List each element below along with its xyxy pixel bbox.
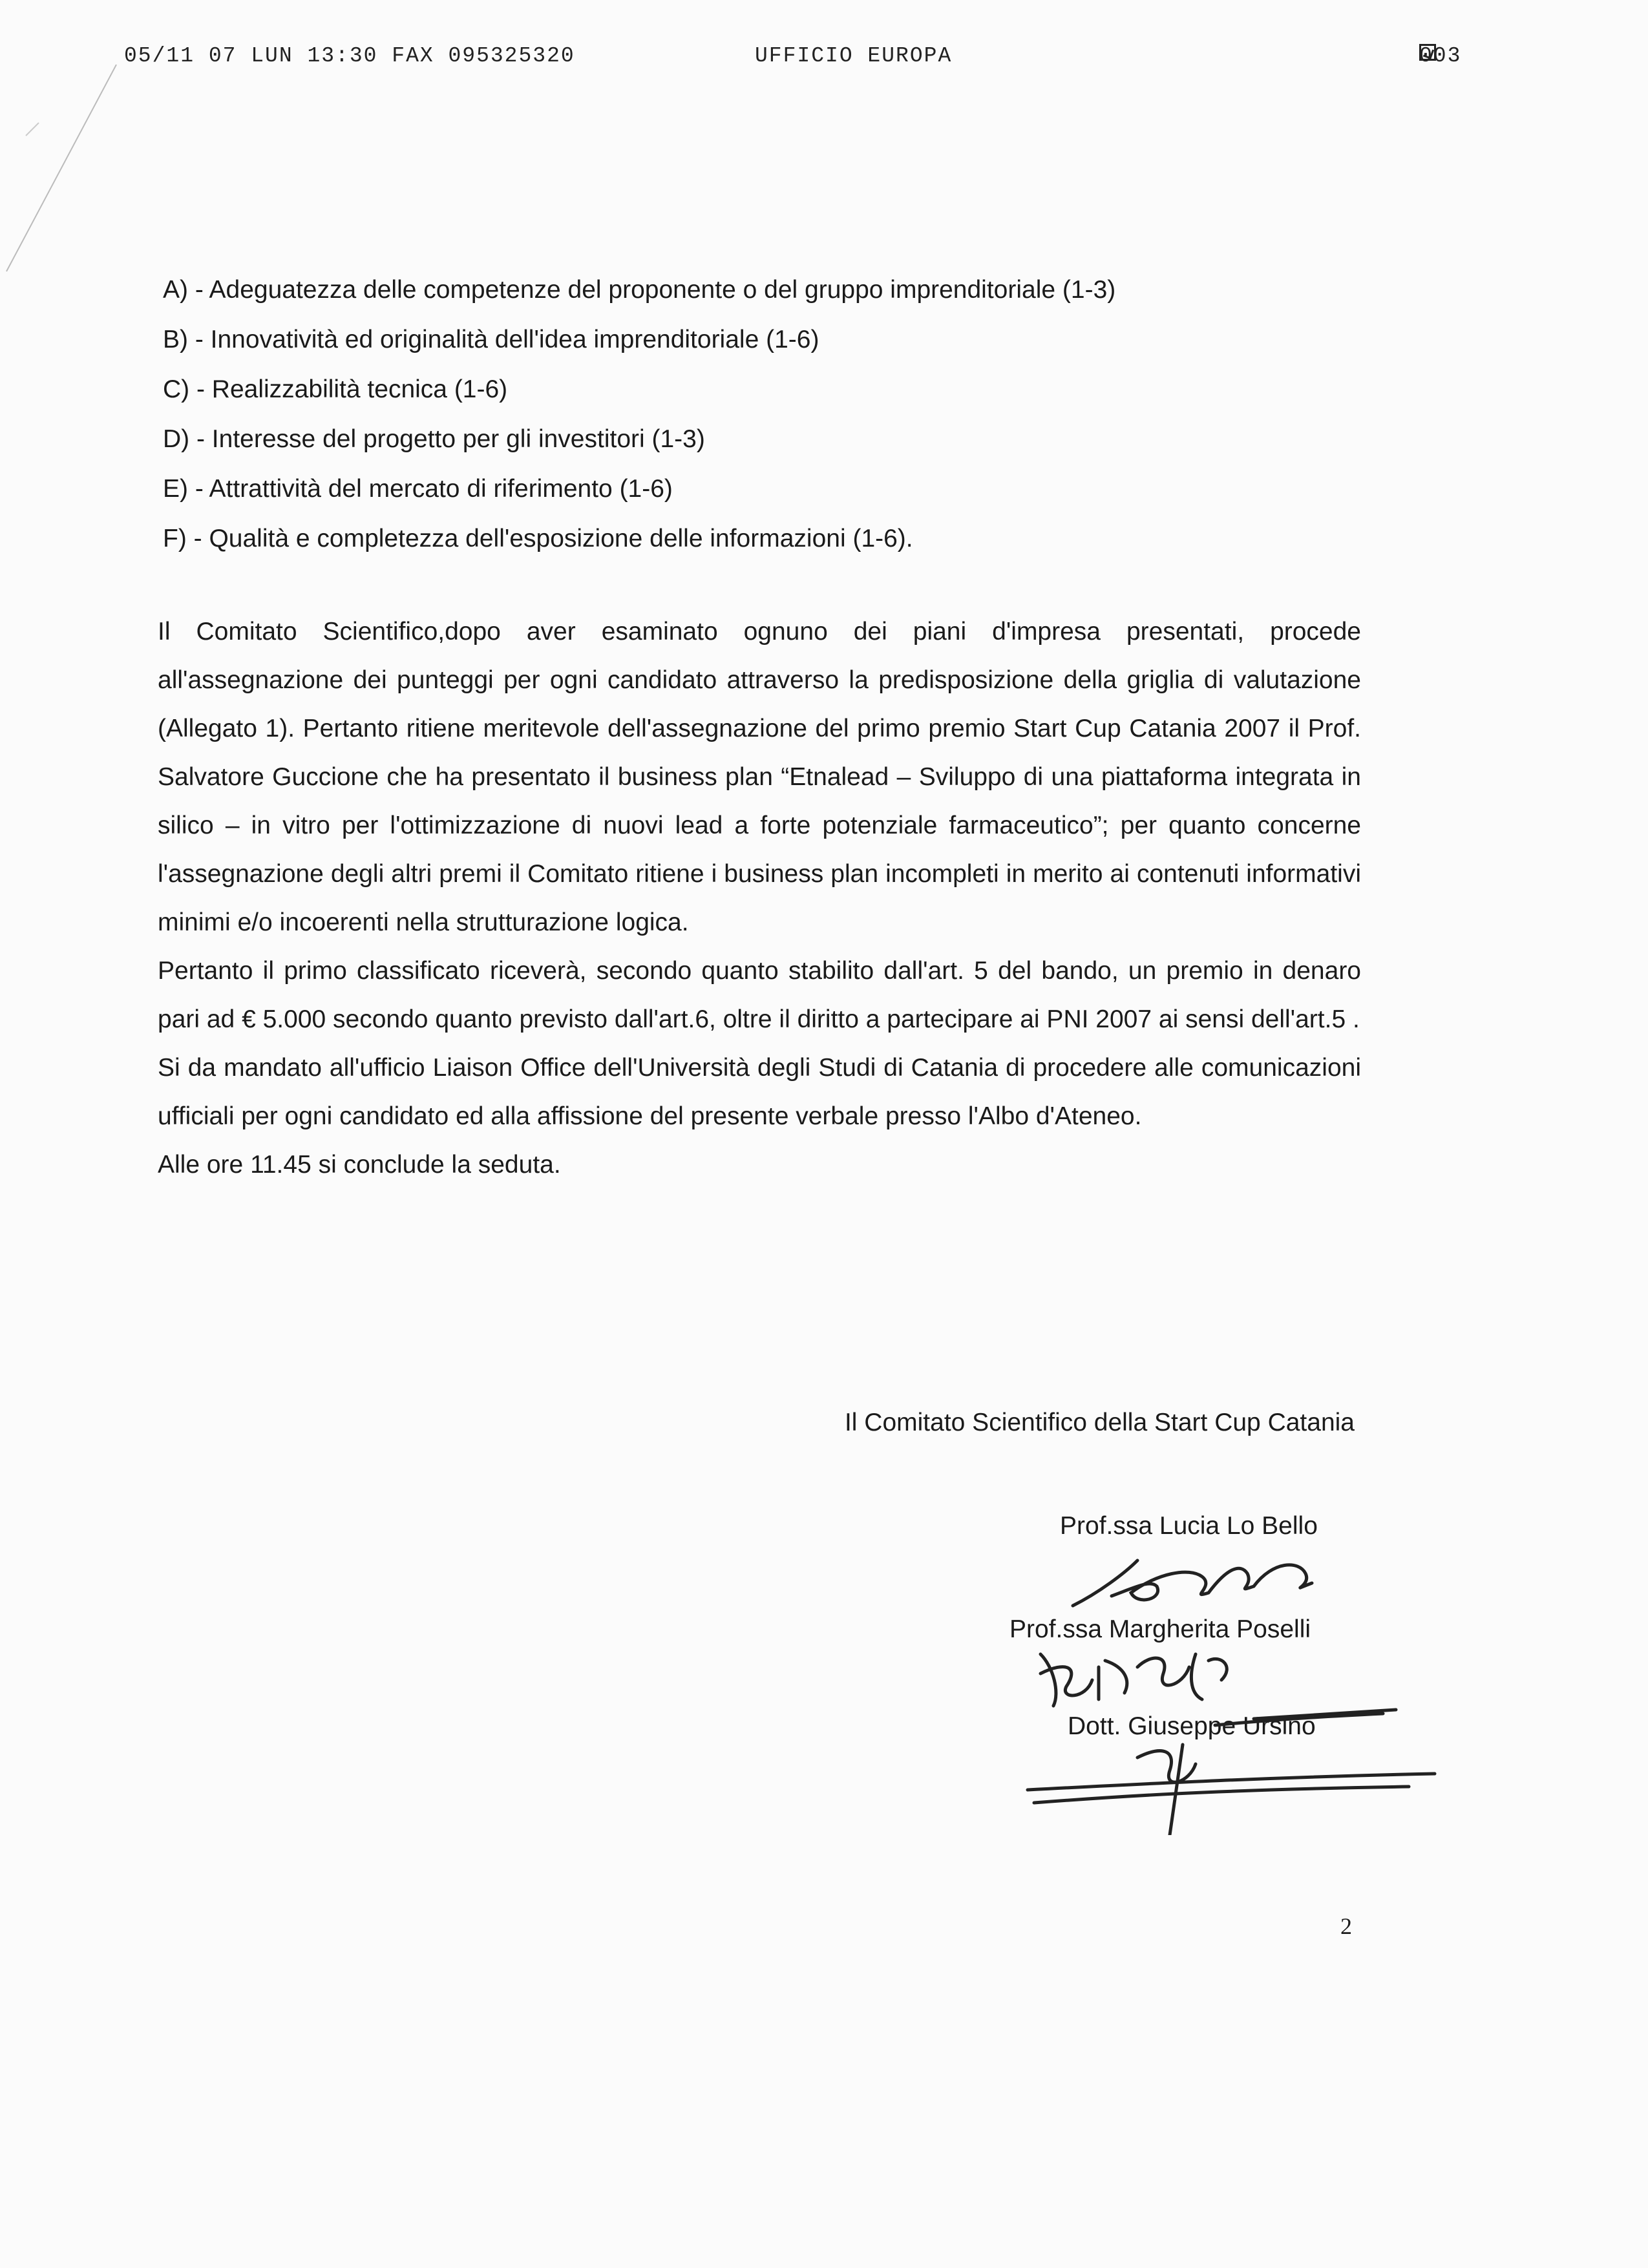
signature-3 — [1021, 1706, 1448, 1835]
paragraph-mandate: Si da mandato all'ufficio Liaison Office dell'Università degli Studi di Catania di procedere alle comunicazioni ufficiali per ogni candidato ed alla affissione del presente verbale presso l'Albo d'Ateneo. — [158, 1054, 1361, 1130]
signatory-2-name: Prof.ssa Margherita Poselli — [1009, 1615, 1311, 1643]
fax-office-name: UFFICIO EUROPA — [755, 44, 953, 68]
page-number: 2 — [1340, 1913, 1352, 1939]
criterion-f: F) - Qualità e completezza dell'esposizione delle informazioni (1-6). — [163, 525, 913, 552]
fax-page-number: 003 — [1419, 44, 1462, 68]
signatory-3-name: Dott. Giuseppe Ursino — [1068, 1712, 1316, 1740]
criterion-d: D) - Interesse del progetto per gli investitori (1-3) — [163, 425, 705, 453]
criterion-a: A) - Adeguatezza delle competenze del proponente o del gruppo imprenditoriale (1-3) — [163, 276, 1116, 304]
criterion-c: C) - Realizzabilità tecnica (1-6) — [163, 375, 508, 403]
signature-1 — [1060, 1548, 1370, 1619]
committee-signature-line: Il Comitato Scientifico della Start Cup Catania — [844, 1409, 1355, 1436]
fax-transmission-line: 05/11 07 LUN 13:30 FAX 095325320 — [124, 44, 575, 68]
minutes-body — [158, 607, 1361, 1189]
fax-header — [0, 44, 1648, 76]
criterion-b: B) - Innovatività ed originalità dell'idea imprenditoriale (1-6) — [163, 326, 819, 353]
criterion-e: E) - Attrattività del mercato di riferimento (1-6) — [163, 475, 673, 503]
evaluation-criteria-list — [163, 265, 1391, 563]
paragraph-prize: Pertanto il primo classificato riceverà, secondo quanto stabilito dall'art. 5 del bando, un premio in denaro pari ad € 5.000 secondo quanto previsto dall'art.6, oltre il diritto a partecipare ai PNI 2007 ai sensi dell'art.5 . — [158, 957, 1361, 1033]
paragraph-evaluation: Il Comitato Scientifico,dopo aver esaminato ognuno dei piani d'impresa presentati, procede all'assegnazione dei punteggi per ogni candidato attraverso la predisposizione della griglia di valutazione (Allegato 1). Pertanto ritiene meritevole dell'assegnazione del primo premio Start Cup Catania 2007 il Prof. Salvatore Guccione che ha presentato il business plan “Etnalead – Sviluppo di una piattaforma integrata in silico – in vitro per l'ottimizzazione di nuovi lead a forte potenziale farmaceutico”; per quanto concerne l'assegnazione degli altri premi il Comitato ritiene i business plan incompleti in merito ai contenuti informativi minimi e/o incoerenti nella strutturazione logica. — [158, 618, 1361, 936]
signature-2 — [1028, 1641, 1260, 1712]
paragraph-closing: Alle ore 11.45 si conclude la seduta. — [158, 1151, 561, 1179]
signatory-1-name: Prof.ssa Lucia Lo Bello — [1060, 1512, 1318, 1540]
